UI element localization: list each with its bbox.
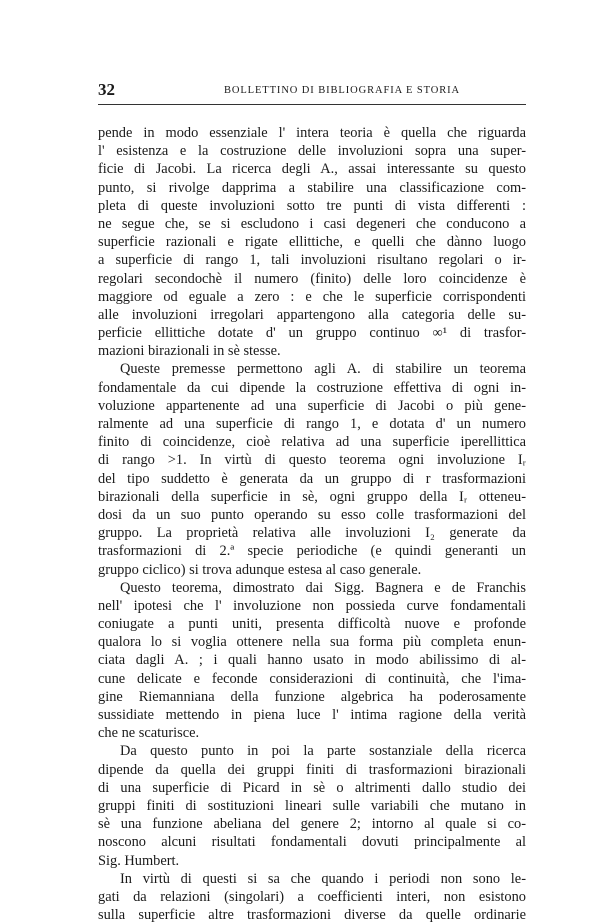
text-line: gruppo. La proprietà relativa alle involuzioni I₂ generate da — [98, 525, 526, 542]
body-text — [98, 124, 526, 924]
text-line: del tipo suddetto è generata da un gruppo di r trasformazioni — [98, 470, 526, 487]
text-line: mazioni birazionali in sè stesse. — [98, 343, 281, 360]
paragraph — [98, 742, 526, 869]
text-line: sè una funzione abeliana del genere 2; intorno al quale si co- — [98, 816, 526, 833]
text-line: di rango >1. In virtù di questo teorema ogni involuzione Iᵣ — [98, 452, 526, 469]
text-line: birazionali della superficie in sè, ogni gruppo della Iᵣ otteneu- — [98, 488, 526, 505]
text-line: sulla superficie altre trasformazioni diverse da quelle ordinarie — [98, 907, 526, 924]
text-line: ralmente ad una superficie di rango 1, e dotata d' un numero — [98, 416, 526, 432]
text-line: Da questo punto in poi la parte sostanziale della ricerca — [120, 743, 526, 760]
text-line: fondamentale da cui dipende la costruzione effettiva di ogni in- — [98, 379, 526, 396]
text-line: ficie di Jacobi. La ricerca degli A., assai interessante su questo — [98, 161, 526, 178]
paragraph — [98, 579, 526, 743]
text-line: di una superficie di Picard in sè o altrimenti dallo studio dei — [98, 779, 526, 796]
text-line: voluzione appartenente ad una superficie di Jacobi o più gene- — [98, 397, 526, 414]
paragraph — [98, 124, 526, 360]
text-line: punto, si rivolge dapprima a stabilire una classificazione com- — [98, 179, 526, 196]
text-line: dosi da un suo punto operando su esso colle trasformazioni del — [98, 506, 526, 523]
text-line: gruppo ciclico) si trova adunque estesa al caso generale. — [98, 561, 422, 578]
text-line: Sig. Humbert. — [98, 852, 180, 869]
text-line: superficie razionali e rigate ellittiche, e quelli che dànno luogo — [98, 234, 526, 251]
text-line: perficie ellittiche dotate d' un gruppo continuo ∞¹ di trasfor- — [98, 325, 526, 342]
text-line: pleta di queste involuzioni sotto tre punti di vista differenti : — [98, 197, 526, 214]
text-line: finito di coincidenze, cioè relativa ad una superficie iperellittica — [98, 434, 526, 451]
text-line: a superficie di rango 1, tali involuzioni risultano regolari o ir- — [98, 252, 526, 269]
text-line: qualora lo si voglia ottenere nella sua forma più completa enun- — [98, 634, 526, 651]
paragraph — [98, 870, 526, 924]
text-line: coniugate a punti uniti, presenta difficoltà nuove e profonde — [98, 616, 526, 633]
page-number: 32 — [98, 80, 115, 99]
journal-title: BOLLETTINO DI BIBLIOGRAFIA E STORIA — [223, 85, 461, 96]
text-line: gruppi finiti di sostituzioni lineari sulle variabili che mutano in — [98, 797, 526, 814]
text-line: gati da relazioni (singolari) a coefficienti interi, non esistono — [98, 888, 526, 905]
text-line: pende in modo essenziale l' intera teoria è quella che riguarda — [98, 125, 526, 141]
text-line: ne segue che, se si escludono i casi degeneri che conducono a — [98, 215, 526, 232]
paragraph — [98, 360, 526, 578]
text-line: nell' ipotesi che l' involuzione non possieda curve fondamentali — [98, 597, 526, 614]
text-line: trasformazioni di 2.ª specie periodiche (e quindi generanti un — [98, 543, 526, 560]
running-head — [98, 80, 526, 104]
text-line: noscono alcuni risultati fondamentali dovuti principalmente al — [98, 834, 526, 851]
text-line: che ne scaturisce. — [98, 725, 200, 742]
text-line: gine Riemanniana della funzione algebrica ha poderosamente — [98, 688, 526, 705]
text-line: sussidiate mettendo in piena luce l' intima ragione della verità — [98, 707, 526, 723]
text-line: Queste premesse permettono agli A. di stabilire un teorema — [120, 361, 526, 378]
text-line: Questo teorema, dimostrato dai Sigg. Bagnera e de Franchis — [120, 579, 526, 596]
text-line: In virtù di questi si sa che quando i periodi non sono le- — [120, 870, 526, 887]
text-line: alle involuzioni irregolari appartengono alla categoria delle su- — [98, 306, 526, 323]
text-line: regolari secondochè il numero (finito) delle loro coincidenze è — [98, 270, 526, 287]
text-line: dipende da quella dei gruppi finiti di trasformazioni birazionali — [98, 761, 526, 778]
text-line: cune delicate e feconde considerazioni di continuità, che l'ima- — [98, 670, 526, 687]
text-line: ciata dagli A. ; i quali hanno usato in modo abilissimo di al- — [98, 652, 526, 669]
text-line: l' esistenza e la costruzione delle involuzioni sopra una super- — [98, 143, 526, 160]
header-rule — [98, 104, 526, 105]
text-line: maggiore od eguale a zero : e che le superficie corrispondenti — [98, 288, 526, 305]
